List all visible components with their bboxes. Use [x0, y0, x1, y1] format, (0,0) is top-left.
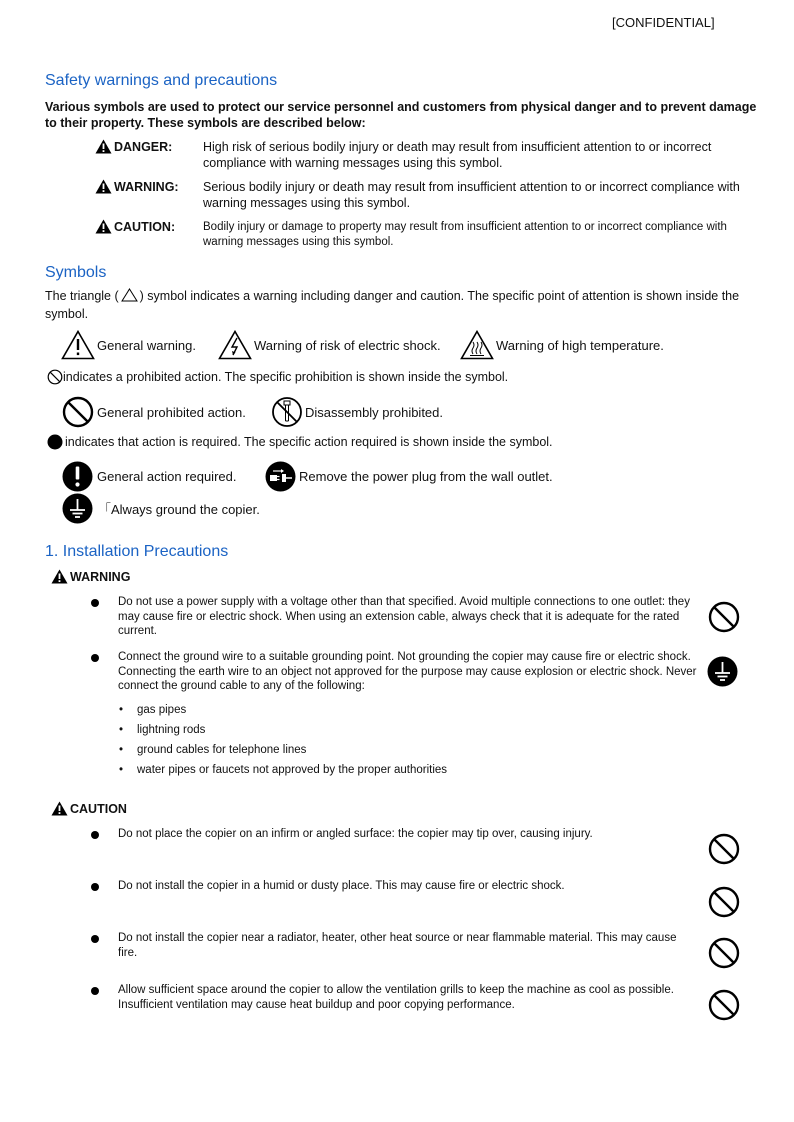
sub-item-gas-pipes: gas pipes — [137, 704, 187, 716]
disassembly-prohibited-item — [271, 396, 443, 428]
triangle-text-post: ) symbol indicates a warning including danger and caution. The specific point of attention is shown inside the symbol. — [45, 289, 740, 321]
sub-bullet-marker: • — [119, 724, 124, 736]
high-temperature-item — [460, 330, 664, 360]
bullet-dot — [91, 935, 99, 943]
general-action-item — [62, 461, 236, 492]
bullet-dot — [91, 599, 99, 607]
installation-caution-label — [51, 801, 127, 816]
warning-triangle-icon — [95, 219, 112, 234]
ground-icon — [707, 656, 738, 687]
sub-bullet-marker: • — [119, 764, 124, 776]
remove-plug-text: Remove the power plug from the wall outlet. — [299, 469, 553, 484]
electric-shock-icon — [218, 330, 252, 360]
sub-bullet-marker: • — [119, 744, 124, 756]
general-prohibited-item — [62, 396, 246, 428]
sub-item-water-pipes: water pipes or faucets not approved by the proper authorities — [137, 764, 448, 776]
section-title-installation: 1. Installation Precautions — [45, 543, 229, 560]
ground-icon — [62, 493, 93, 524]
danger-description: High risk of serious bodily injury or death may result from insufficient attention to or incorrect compliance with warning messages using this symbol. — [203, 140, 712, 170]
required-description-text: indicates that action is required. The specific action required is shown inside the symbol. — [65, 435, 553, 449]
caution-item-ventilation: Allow sufficient space around the copier to allow the ventilation grills to keep the machine as cool as possible. Insufficient ventilation may cause heat buildup and poor copying performance. — [118, 984, 674, 1011]
prohibited-small-icon — [47, 369, 63, 385]
high-temperature-icon — [460, 330, 494, 360]
bullet-dot — [91, 654, 99, 662]
triangle-outline-icon — [121, 288, 138, 302]
general-action-text: General action required. — [97, 469, 237, 484]
caution-item-surface: Do not place the copier on an infirm or angled surface: the copier may tip over, causing injury. — [118, 828, 593, 840]
sub-item-lightning-rods: lightning rods — [137, 724, 206, 736]
ground-copier-text: 「Always ground the copier. — [98, 502, 260, 517]
electric-shock-item — [218, 330, 441, 360]
triangle-text-pre: The triangle ( — [45, 289, 119, 303]
caution-item-humid: Do not install the copier in a humid or dusty place. This may cause fire or electric shock. — [118, 880, 565, 892]
prohibited-icon — [708, 989, 740, 1021]
warning-item-voltage: Do not use a power supply with a voltage other than that specified. Avoid multiple connections to one outlet: they may cause fire or electric shock. When using an extension cable, always check that it is adequate for the rated current. — [118, 596, 690, 637]
warning-label-text: WARNING: — [114, 179, 179, 194]
safety-intro: Various symbols are used to protect our service personnel and customers from physical danger and to prevent damage to their property. These symbols are described below: — [45, 100, 757, 130]
section-title-symbols: Symbols — [45, 264, 107, 281]
bullet-dot — [91, 987, 99, 995]
danger-label-text: DANGER: — [114, 139, 173, 154]
confidential-label: [CONFIDENTIAL] — [612, 15, 715, 30]
warning-triangle-icon — [95, 179, 112, 194]
caution-label — [95, 219, 175, 234]
warning-label — [95, 179, 179, 194]
required-dot-icon — [47, 434, 63, 450]
prohibited-icon — [708, 886, 740, 918]
high-temperature-text: Warning of high temperature. — [496, 337, 664, 353]
caution-item-heat-source: Do not install the copier near a radiator, heater, other heat source or near flammable material. This may cause fire. — [118, 932, 677, 959]
caution-description: Bodily injury or damage to property may result from insufficient attention to or incorrect compliance with warning messages using this symbol. — [203, 221, 727, 248]
ground-copier-item — [62, 493, 260, 524]
general-warning-text: General warning. — [97, 337, 196, 353]
bullet-dot — [91, 831, 99, 839]
prohibited-description — [47, 368, 508, 386]
triangle-description — [45, 287, 745, 323]
general-warning-item — [61, 330, 196, 360]
general-warning-icon — [61, 330, 95, 360]
installation-warning-label — [51, 569, 130, 584]
prohibited-icon — [62, 396, 94, 428]
section-title-safety: Safety warnings and precautions — [45, 72, 278, 89]
remove-power-plug-icon — [265, 461, 296, 492]
prohibited-icon — [708, 937, 740, 969]
installation-caution-text: CAUTION — [70, 801, 127, 816]
disassembly-prohibited-text: Disassembly prohibited. — [305, 404, 444, 420]
sub-item-telephone-ground: ground cables for telephone lines — [137, 744, 307, 756]
danger-label — [95, 139, 172, 154]
remove-plug-item — [265, 461, 553, 492]
prohibited-icon — [708, 601, 740, 633]
warning-item-ground: Connect the ground wire to a suitable grounding point. Not grounding the copier may cause fire or electric shock. Connecting the earth wire to an object not approved for the purpose may cause explosion or electric shock. Never connect the ground cable to any of the following: — [118, 651, 697, 692]
bullet-dot — [91, 883, 99, 891]
required-description — [47, 433, 553, 451]
warning-triangle-icon — [51, 569, 68, 584]
prohibited-icon — [708, 833, 740, 865]
warning-triangle-icon — [95, 139, 112, 154]
warning-description: Serious bodily injury or death may result from insufficient attention to or incorrect compliance with warning messages using this symbol. — [203, 180, 740, 210]
caution-label-text: CAUTION: — [114, 219, 176, 234]
general-action-required-icon — [62, 461, 93, 492]
general-prohibited-text: General prohibited action. — [97, 404, 246, 420]
warning-triangle-icon — [51, 801, 68, 816]
prohibited-description-text: indicates a prohibited action. The specific prohibition is shown inside the symbol. — [63, 370, 509, 384]
sub-bullet-marker: • — [119, 704, 124, 716]
disassembly-prohibited-icon — [271, 396, 303, 428]
installation-warning-text: WARNING — [70, 569, 131, 584]
electric-shock-text: Warning of risk of electric shock. — [254, 337, 441, 353]
